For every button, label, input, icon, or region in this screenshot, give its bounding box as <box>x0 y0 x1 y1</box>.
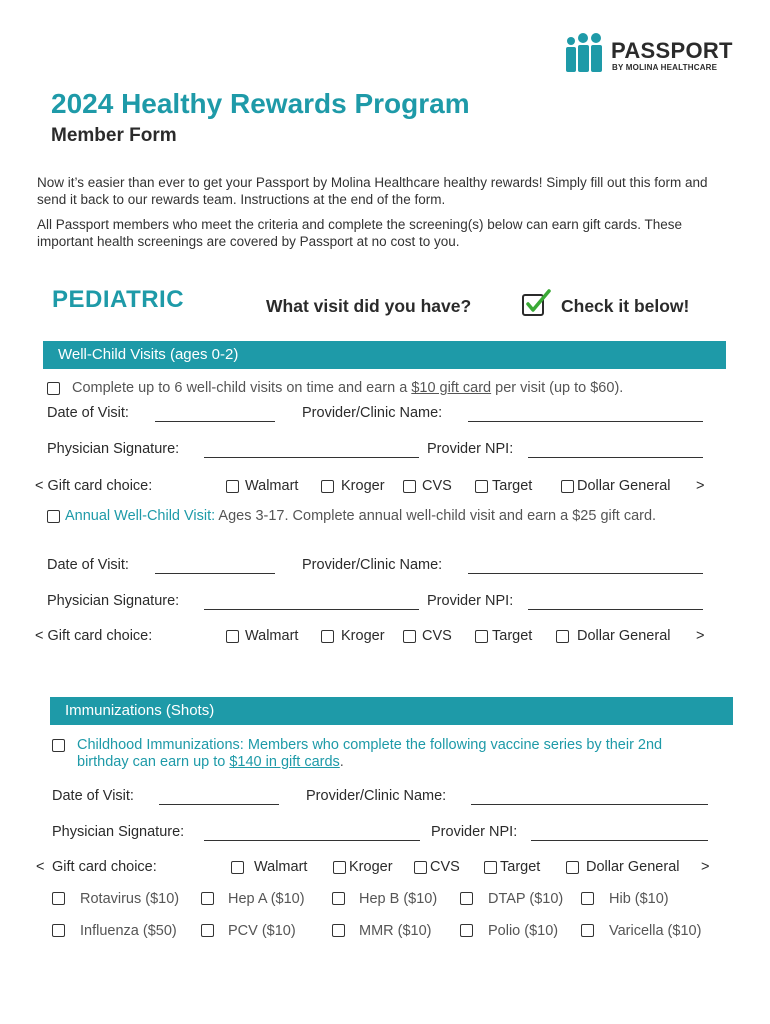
physician-signature-label: Physician Signature: <box>52 824 185 840</box>
well-child-description: Complete up to 6 well-child visits on time and earn a $10 gift card per visit (up to $60). <box>72 380 624 396</box>
date-of-visit-label: Date of Visit: <box>47 557 129 573</box>
physician-signature-label: Physician Signature: <box>47 441 180 457</box>
well-child-section-header: Well-Child Visits (ages 0-2) <box>43 341 726 369</box>
hep-b-label: Hep B ($10) <box>359 891 438 907</box>
target-checkbox[interactable] <box>484 861 497 874</box>
target-label: Target <box>500 859 541 875</box>
provider-npi-field[interactable] <box>528 457 703 458</box>
category-heading: PEDIATRIC <box>52 286 185 313</box>
dollar-general-label: Dollar General <box>577 628 671 644</box>
cvs-label: CVS <box>430 859 460 875</box>
dollar-general-checkbox[interactable] <box>556 630 569 643</box>
provider-clinic-label: Provider/Clinic Name: <box>302 557 443 573</box>
hib-label: Hib ($10) <box>609 891 669 907</box>
walmart-label: Walmart <box>254 859 308 875</box>
kroger-checkbox[interactable] <box>333 861 346 874</box>
pcv-checkbox[interactable] <box>201 924 214 937</box>
provider-clinic-label: Provider/Clinic Name: <box>302 405 443 421</box>
cvs-label: CVS <box>422 478 452 494</box>
passport-logo-icon <box>563 32 607 76</box>
annual-well-child-checkbox[interactable] <box>47 510 60 523</box>
gift-choice-end: > <box>701 859 710 875</box>
passport-logo <box>563 32 738 76</box>
intro-paragraph-1: Now it’s easier than ever to get your Passport by Molina Healthcare healthy rewards! Simply fill out this form and send it back to our rewards team. Instructions at the end of the form. <box>37 175 708 207</box>
provider-clinic-field[interactable] <box>468 421 703 422</box>
dtap-checkbox[interactable] <box>460 892 473 905</box>
provider-npi-label: Provider NPI: <box>427 593 514 609</box>
childhood-immunizations-line-1: Childhood Immunizations: Members who complete the following vaccine series by their 2nd <box>77 737 663 753</box>
kroger-label: Kroger <box>349 859 393 875</box>
mmr-label: MMR ($10) <box>359 923 432 939</box>
dollar-general-checkbox[interactable] <box>566 861 579 874</box>
provider-npi-field[interactable] <box>531 840 708 841</box>
logo-subtext: BY MOLINA HEALTHCARE <box>612 63 718 72</box>
mmr-checkbox[interactable] <box>332 924 345 937</box>
date-of-visit-label: Date of Visit: <box>52 788 134 804</box>
target-checkbox[interactable] <box>475 630 488 643</box>
childhood-immunizations-checkbox[interactable] <box>52 739 65 752</box>
annual-well-child-description: Annual Well-Child Visit: Ages 3-17. Complete annual well-child visit and earn a $25 gift card. <box>65 508 657 524</box>
polio-checkbox[interactable] <box>460 924 473 937</box>
provider-clinic-field[interactable] <box>468 573 703 574</box>
childhood-immunizations-line-2: birthday can earn up to $140 in gift cards. <box>77 754 344 770</box>
rotavirus-checkbox[interactable] <box>52 892 65 905</box>
logo-wordmark: PASSPORT <box>611 38 733 63</box>
target-label: Target <box>492 628 533 644</box>
kroger-label: Kroger <box>341 628 385 644</box>
date-of-visit-field[interactable] <box>155 573 275 574</box>
walmart-checkbox[interactable] <box>231 861 244 874</box>
target-checkbox[interactable] <box>475 480 488 493</box>
gift-choice-end: > <box>696 628 705 644</box>
hib-checkbox[interactable] <box>581 892 594 905</box>
polio-label: Polio ($10) <box>488 923 559 939</box>
gift-card-choice-label: < Gift card choice: <box>35 628 153 644</box>
provider-npi-label: Provider NPI: <box>427 441 514 457</box>
walmart-checkbox[interactable] <box>226 480 239 493</box>
checkmark-icon <box>521 289 553 317</box>
rotavirus-label: Rotavirus ($10) <box>80 891 180 907</box>
walmart-label: Walmart <box>245 628 299 644</box>
hep-a-label: Hep A ($10) <box>228 891 305 907</box>
date-of-visit-field[interactable] <box>159 804 279 805</box>
walmart-checkbox[interactable] <box>226 630 239 643</box>
provider-clinic-field[interactable] <box>471 804 708 805</box>
hep-a-checkbox[interactable] <box>201 892 214 905</box>
physician-signature-field[interactable] <box>204 609 419 610</box>
cvs-checkbox[interactable] <box>403 480 416 493</box>
gift-card-choice-label: Gift card choice: <box>52 859 157 875</box>
influenza-checkbox[interactable] <box>52 924 65 937</box>
physician-signature-field[interactable] <box>204 840 420 841</box>
provider-clinic-label: Provider/Clinic Name: <box>306 788 447 804</box>
pcv-label: PCV ($10) <box>228 923 296 939</box>
dollar-general-label: Dollar General <box>577 478 671 494</box>
varicella-checkbox[interactable] <box>581 924 594 937</box>
gift-choice-end: > <box>696 478 705 494</box>
hep-b-checkbox[interactable] <box>332 892 345 905</box>
page-subtitle: Member Form <box>51 125 177 146</box>
gift-card-choice-lt: < <box>36 859 45 875</box>
dtap-label: DTAP ($10) <box>488 891 564 907</box>
target-label: Target <box>492 478 533 494</box>
date-of-visit-label: Date of Visit: <box>47 405 129 421</box>
walmart-label: Walmart <box>245 478 299 494</box>
physician-signature-label: Physician Signature: <box>47 593 180 609</box>
cvs-checkbox[interactable] <box>403 630 416 643</box>
kroger-label: Kroger <box>341 478 385 494</box>
check-below-text: Check it below! <box>561 296 690 316</box>
cvs-label: CVS <box>422 628 452 644</box>
kroger-checkbox[interactable] <box>321 480 334 493</box>
immunizations-section-header: Immunizations (Shots) <box>50 697 733 725</box>
page-title: 2024 Healthy Rewards Program <box>51 88 470 119</box>
date-of-visit-field[interactable] <box>155 421 275 422</box>
varicella-label: Varicella ($10) <box>609 923 702 939</box>
intro-paragraph-2: All Passport members who meet the criteria and complete the screening(s) below can earn gift cards. These important health screenings are covered by Passport at no cost to you. <box>37 217 683 249</box>
influenza-label: Influenza ($50) <box>80 923 177 939</box>
physician-signature-field[interactable] <box>204 457 419 458</box>
well-child-checkbox[interactable] <box>47 382 60 395</box>
gift-card-choice-label: < Gift card choice: <box>35 478 153 494</box>
kroger-checkbox[interactable] <box>321 630 334 643</box>
cvs-checkbox[interactable] <box>414 861 427 874</box>
visit-question: What visit did you have? <box>266 296 472 316</box>
dollar-general-checkbox[interactable] <box>561 480 574 493</box>
provider-npi-label: Provider NPI: <box>431 824 518 840</box>
provider-npi-field[interactable] <box>528 609 703 610</box>
dollar-general-label: Dollar General <box>586 859 680 875</box>
